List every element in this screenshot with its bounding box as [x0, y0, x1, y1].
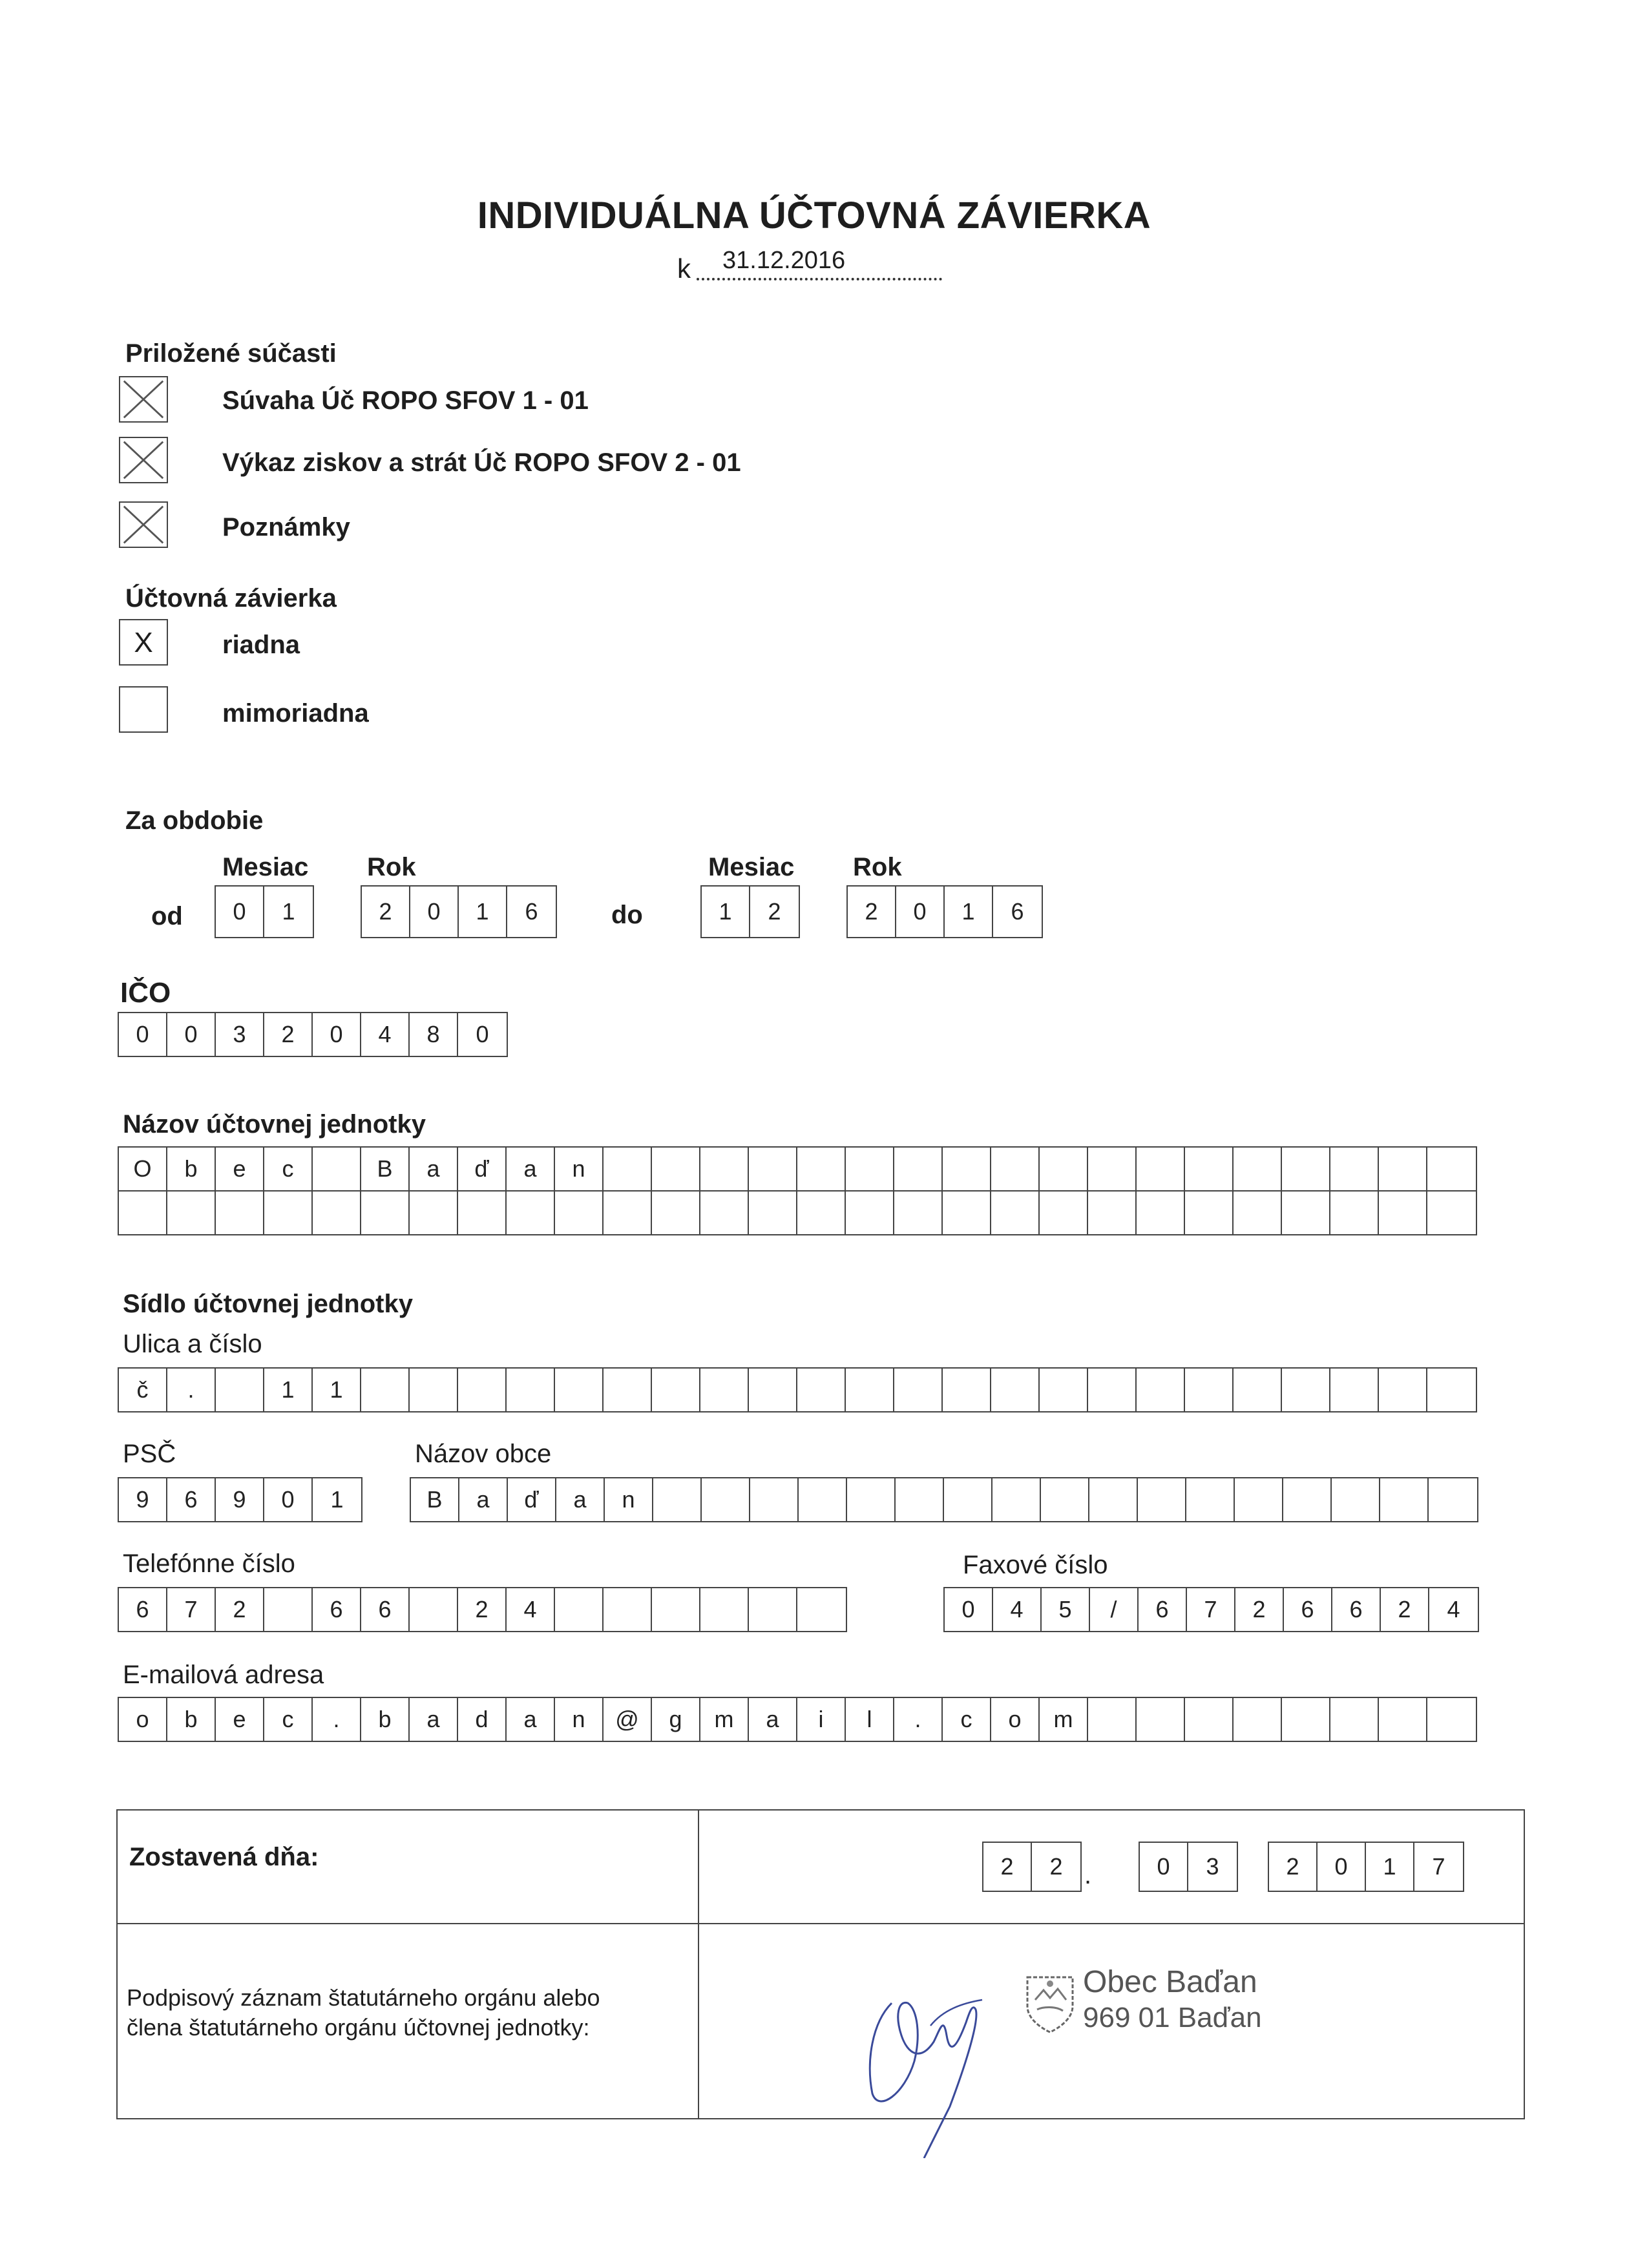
compiled-month-field[interactable]	[1139, 1842, 1238, 1892]
char-cell	[1282, 1369, 1330, 1411]
char-cell	[894, 1192, 943, 1234]
char-cell	[1137, 1698, 1185, 1741]
char-cell	[1234, 1698, 1282, 1741]
char-cell	[846, 1192, 894, 1234]
char-cell	[702, 1478, 750, 1521]
char-cell: 1	[330, 1486, 344, 1513]
psc-field[interactable]	[118, 1477, 362, 1522]
char-cell	[846, 1369, 894, 1411]
town-label: Názov obce	[415, 1440, 552, 1468]
char-cell: e	[216, 1148, 264, 1190]
char-cell	[700, 1588, 749, 1631]
street-label: Ulica a číslo	[123, 1330, 262, 1358]
char-cell	[652, 1192, 700, 1234]
char-cell	[458, 1369, 507, 1411]
char-cell	[749, 1369, 797, 1411]
char-cell	[1330, 1698, 1379, 1741]
closing-date: 31.12.2016	[722, 247, 846, 274]
char-cell: a	[410, 1148, 458, 1190]
char-cell	[167, 1192, 216, 1234]
char-cell	[1282, 1698, 1330, 1741]
to-year-field[interactable]	[846, 885, 1043, 938]
char-cell	[894, 1148, 943, 1190]
char-cell	[458, 1192, 507, 1234]
char-cell	[1235, 1478, 1283, 1521]
char-cell	[1379, 1148, 1427, 1190]
char-cell	[119, 1192, 167, 1234]
char-cell	[1186, 1478, 1235, 1521]
char-cell	[652, 1369, 700, 1411]
char-cell	[1379, 1369, 1427, 1411]
char-cell: b	[167, 1698, 216, 1741]
char-cell: l	[846, 1698, 894, 1741]
char-cell	[1088, 1698, 1137, 1741]
char-cell: 2	[1381, 1588, 1429, 1631]
char-cell: 6	[361, 1588, 410, 1631]
char-cell: 1	[1366, 1843, 1414, 1891]
entity-name-row2[interactable]	[118, 1190, 1477, 1235]
char-cell: 1	[459, 887, 507, 937]
char-cell: 0	[313, 1013, 361, 1056]
from-year-field[interactable]	[361, 885, 557, 938]
extraordinary-label: mimoriadna	[222, 699, 369, 728]
char-cell: a	[556, 1478, 605, 1521]
to-month-field[interactable]	[700, 885, 800, 938]
attached-item-label: Výkaz ziskov a strát Úč ROPO SFOV 2 - 01	[222, 448, 741, 477]
char-cell	[604, 1192, 652, 1234]
char-cell: 1	[945, 887, 993, 937]
char-cell: c	[264, 1698, 313, 1741]
char-cell	[700, 1369, 749, 1411]
char-cell	[1234, 1369, 1282, 1411]
char-cell	[1185, 1148, 1234, 1190]
char-cell	[216, 1369, 264, 1411]
compiled-year-field[interactable]	[1268, 1842, 1464, 1892]
char-cell	[1089, 1478, 1138, 1521]
char-cell	[555, 1192, 604, 1234]
char-cell	[313, 1192, 361, 1234]
char-cell: ď	[458, 1148, 507, 1190]
char-cell: 2	[768, 898, 781, 925]
char-cell: B	[411, 1478, 459, 1521]
char-cell: 2	[216, 1588, 264, 1631]
char-cell	[749, 1588, 797, 1631]
char-cell	[993, 1478, 1041, 1521]
char-cell: 3	[1206, 1853, 1219, 1880]
char-cell	[1330, 1148, 1379, 1190]
char-cell: 6	[167, 1478, 216, 1521]
char-cell: 2	[983, 1843, 1032, 1891]
attached-item-label: Poznámky	[222, 513, 350, 541]
char-cell	[1427, 1698, 1476, 1741]
document-title: INDIVIDUÁLNA ÚČTOVNÁ ZÁVIERKA	[477, 194, 1151, 236]
char-cell: 6	[1332, 1588, 1381, 1631]
checkbox-notes[interactable]	[119, 501, 168, 548]
char-cell	[1040, 1192, 1088, 1234]
psc-label: PSČ	[123, 1440, 176, 1468]
char-cell: /	[1090, 1588, 1139, 1631]
char-cell: a	[749, 1698, 797, 1741]
char-cell	[313, 1148, 361, 1190]
char-cell	[847, 1478, 896, 1521]
char-cell: 6	[313, 1588, 361, 1631]
char-cell	[264, 1192, 313, 1234]
cross-mark-icon	[120, 438, 167, 482]
char-cell: c	[264, 1148, 313, 1190]
char-cell: 1	[702, 887, 750, 937]
from-label: od	[151, 902, 183, 930]
char-cell: i	[797, 1698, 846, 1741]
char-cell: 4	[1447, 1596, 1460, 1622]
char-cell	[1185, 1369, 1234, 1411]
street-field[interactable]	[118, 1367, 1477, 1412]
char-cell	[943, 1192, 991, 1234]
char-cell: 0	[216, 887, 264, 937]
char-cell: 5	[1042, 1588, 1090, 1631]
char-cell	[1427, 1192, 1476, 1234]
char-cell: ď	[508, 1478, 556, 1521]
char-cell: a	[507, 1698, 555, 1741]
char-cell	[943, 1369, 991, 1411]
char-cell: 6	[1139, 1588, 1187, 1631]
char-cell	[216, 1192, 264, 1234]
to-label: do	[611, 901, 643, 929]
char-cell	[1088, 1148, 1137, 1190]
char-cell	[991, 1148, 1040, 1190]
char-cell	[797, 1192, 846, 1234]
attached-item-label: Súvaha Úč ROPO SFOV 1 - 01	[222, 386, 589, 415]
char-cell: 0	[945, 1588, 993, 1631]
char-cell: č	[119, 1369, 167, 1411]
from-month-field[interactable]	[215, 885, 314, 938]
char-cell: e	[216, 1698, 264, 1741]
char-cell	[604, 1369, 652, 1411]
char-cell	[749, 1148, 797, 1190]
ico-label: IČO	[120, 977, 171, 1009]
char-cell	[1040, 1148, 1088, 1190]
char-cell	[749, 1192, 797, 1234]
char-cell: 4	[507, 1588, 555, 1631]
closing-heading: Účtovná závierka	[125, 584, 337, 613]
from-year-label: Rok	[367, 853, 416, 881]
char-cell	[1283, 1478, 1332, 1521]
char-cell: 7	[1187, 1588, 1235, 1631]
char-cell: .	[313, 1698, 361, 1741]
char-cell: n	[555, 1148, 604, 1190]
char-cell	[410, 1588, 458, 1631]
char-cell: 1	[264, 1369, 313, 1411]
char-cell	[1040, 1369, 1088, 1411]
char-cell	[653, 1478, 702, 1521]
char-cell	[700, 1148, 749, 1190]
char-cell: 1	[313, 1369, 361, 1411]
char-cell	[894, 1369, 943, 1411]
char-cell: B	[361, 1148, 410, 1190]
char-cell: a	[410, 1698, 458, 1741]
char-cell	[652, 1588, 700, 1631]
checkbox-regular[interactable]: X	[119, 619, 168, 666]
regular-label: riadna	[222, 631, 300, 659]
char-cell	[604, 1148, 652, 1190]
char-cell: n	[555, 1698, 604, 1741]
char-cell: d	[458, 1698, 507, 1741]
char-cell: 2	[362, 887, 410, 937]
entity-name-row1[interactable]	[118, 1146, 1477, 1192]
checkbox-extraordinary[interactable]	[119, 686, 168, 733]
char-cell	[1330, 1192, 1379, 1234]
signature-label-line1: Podpisový záznam štatutárneho orgánu alebo	[127, 1984, 600, 2011]
char-cell	[799, 1478, 847, 1521]
char-cell	[507, 1192, 555, 1234]
char-cell: 0	[476, 1021, 489, 1047]
char-cell	[797, 1148, 846, 1190]
char-cell	[896, 1478, 944, 1521]
municipality-coat-of-arms-icon	[1021, 1971, 1079, 2035]
char-cell	[1330, 1369, 1379, 1411]
char-cell: 6	[525, 898, 538, 925]
table-border-divider	[698, 1809, 699, 2119]
char-cell	[361, 1192, 410, 1234]
char-cell	[1380, 1478, 1429, 1521]
handwritten-signature	[853, 1964, 1021, 2158]
char-cell: 7	[167, 1588, 216, 1631]
from-month-label: Mesiac	[222, 853, 309, 881]
cross-mark-icon	[120, 503, 167, 547]
char-cell	[991, 1192, 1040, 1234]
char-cell	[264, 1588, 313, 1631]
char-cell: 0	[119, 1013, 167, 1056]
cross-mark-icon	[120, 377, 167, 421]
ico-field[interactable]	[118, 1012, 508, 1057]
char-cell: 0	[1140, 1843, 1188, 1891]
char-cell	[555, 1588, 604, 1631]
fax-field[interactable]	[943, 1587, 1479, 1632]
date-dotted-line	[697, 278, 942, 280]
char-cell: 0	[167, 1013, 216, 1056]
char-cell: b	[167, 1148, 216, 1190]
char-cell: 6	[1011, 898, 1024, 925]
char-cell: m	[700, 1698, 749, 1741]
char-cell: 8	[410, 1013, 458, 1056]
attached-heading: Priložené súčasti	[125, 339, 337, 368]
email-field[interactable]	[118, 1697, 1477, 1742]
char-cell: b	[361, 1698, 410, 1741]
char-cell: c	[943, 1698, 991, 1741]
char-cell: n	[605, 1478, 653, 1521]
char-cell: a	[507, 1148, 555, 1190]
char-cell: 0	[896, 887, 945, 937]
char-cell: o	[991, 1698, 1040, 1741]
char-cell: o	[119, 1698, 167, 1741]
char-cell: 2	[848, 887, 896, 937]
entity-name-label: Názov účtovnej jednotky	[123, 1110, 426, 1139]
to-month-label: Mesiac	[708, 853, 795, 881]
char-cell	[1185, 1698, 1234, 1741]
char-cell	[797, 1588, 846, 1631]
checkbox-balance-sheet[interactable]	[119, 376, 168, 423]
stamp-line-2: 969 01 Baďan	[1083, 2002, 1262, 2033]
char-cell: 1	[282, 898, 295, 925]
char-cell: g	[652, 1698, 700, 1741]
char-cell	[1429, 1478, 1477, 1521]
char-cell	[410, 1192, 458, 1234]
table-border-left	[116, 1809, 118, 2119]
compiled-date-dot: .	[1084, 1861, 1092, 1889]
char-cell	[1137, 1369, 1185, 1411]
char-cell: 6	[1284, 1588, 1332, 1631]
char-cell: 3	[216, 1013, 264, 1056]
char-cell: 4	[361, 1013, 410, 1056]
char-cell	[943, 1148, 991, 1190]
char-cell	[361, 1369, 410, 1411]
char-cell	[944, 1478, 993, 1521]
char-cell	[1234, 1192, 1282, 1234]
char-cell: 0	[1318, 1843, 1366, 1891]
table-border-bottom	[116, 2118, 1525, 2119]
char-cell: 9	[216, 1478, 264, 1521]
char-cell	[1332, 1478, 1380, 1521]
char-cell: 7	[1432, 1853, 1445, 1880]
char-cell	[1427, 1148, 1476, 1190]
char-cell	[652, 1148, 700, 1190]
char-cell: 2	[1235, 1588, 1284, 1631]
stamp-line-1: Obec Baďan	[1083, 1965, 1257, 1999]
char-cell	[1379, 1698, 1427, 1741]
char-cell	[1138, 1478, 1186, 1521]
char-cell: 0	[410, 887, 459, 937]
email-label: E-mailová adresa	[123, 1661, 324, 1689]
char-cell: 6	[119, 1588, 167, 1631]
char-cell	[1282, 1148, 1330, 1190]
table-border-middle	[116, 1923, 1525, 1924]
char-cell: 2	[1269, 1843, 1318, 1891]
period-heading: Za obdobie	[125, 806, 264, 835]
char-cell	[991, 1369, 1040, 1411]
char-cell	[846, 1148, 894, 1190]
char-cell	[1379, 1192, 1427, 1234]
char-cell	[1137, 1192, 1185, 1234]
char-cell: .	[167, 1369, 216, 1411]
char-cell	[700, 1192, 749, 1234]
char-cell	[410, 1369, 458, 1411]
char-cell	[797, 1369, 846, 1411]
char-cell	[1427, 1369, 1476, 1411]
compiled-day-field[interactable]	[982, 1842, 1082, 1892]
char-cell	[507, 1369, 555, 1411]
char-cell	[555, 1369, 604, 1411]
date-prefix: k	[677, 253, 691, 284]
table-border-top	[116, 1809, 1525, 1811]
phone-label: Telefónne číslo	[123, 1549, 295, 1578]
char-cell: .	[894, 1698, 943, 1741]
char-cell	[1282, 1192, 1330, 1234]
to-year-label: Rok	[853, 853, 902, 881]
char-cell	[750, 1478, 799, 1521]
char-cell: 2	[264, 1013, 313, 1056]
char-cell	[604, 1588, 652, 1631]
checkbox-income-statement[interactable]	[119, 437, 168, 483]
fax-label: Faxové číslo	[963, 1551, 1108, 1579]
phone-field[interactable]	[118, 1587, 847, 1632]
char-cell: a	[459, 1478, 508, 1521]
char-cell	[1234, 1148, 1282, 1190]
char-cell	[1088, 1192, 1137, 1234]
char-cell: O	[119, 1148, 167, 1190]
char-cell: 2	[458, 1588, 507, 1631]
char-cell: m	[1040, 1698, 1088, 1741]
address-heading: Sídlo účtovnej jednotky	[123, 1290, 413, 1318]
char-cell	[1137, 1148, 1185, 1190]
char-cell: 4	[993, 1588, 1042, 1631]
char-cell	[1185, 1192, 1234, 1234]
char-cell: 2	[1049, 1853, 1063, 1880]
table-border-right	[1524, 1809, 1525, 2119]
char-cell: 9	[119, 1478, 167, 1521]
compiled-label: Zostavená dňa:	[129, 1843, 319, 1871]
char-cell: 0	[264, 1478, 313, 1521]
town-field[interactable]	[410, 1477, 1478, 1522]
signature-label-line2: člena štatutárneho orgánu účtovnej jednotky:	[127, 2014, 590, 2041]
char-cell	[1041, 1478, 1089, 1521]
char-cell: @	[604, 1698, 652, 1741]
char-cell	[1088, 1369, 1137, 1411]
